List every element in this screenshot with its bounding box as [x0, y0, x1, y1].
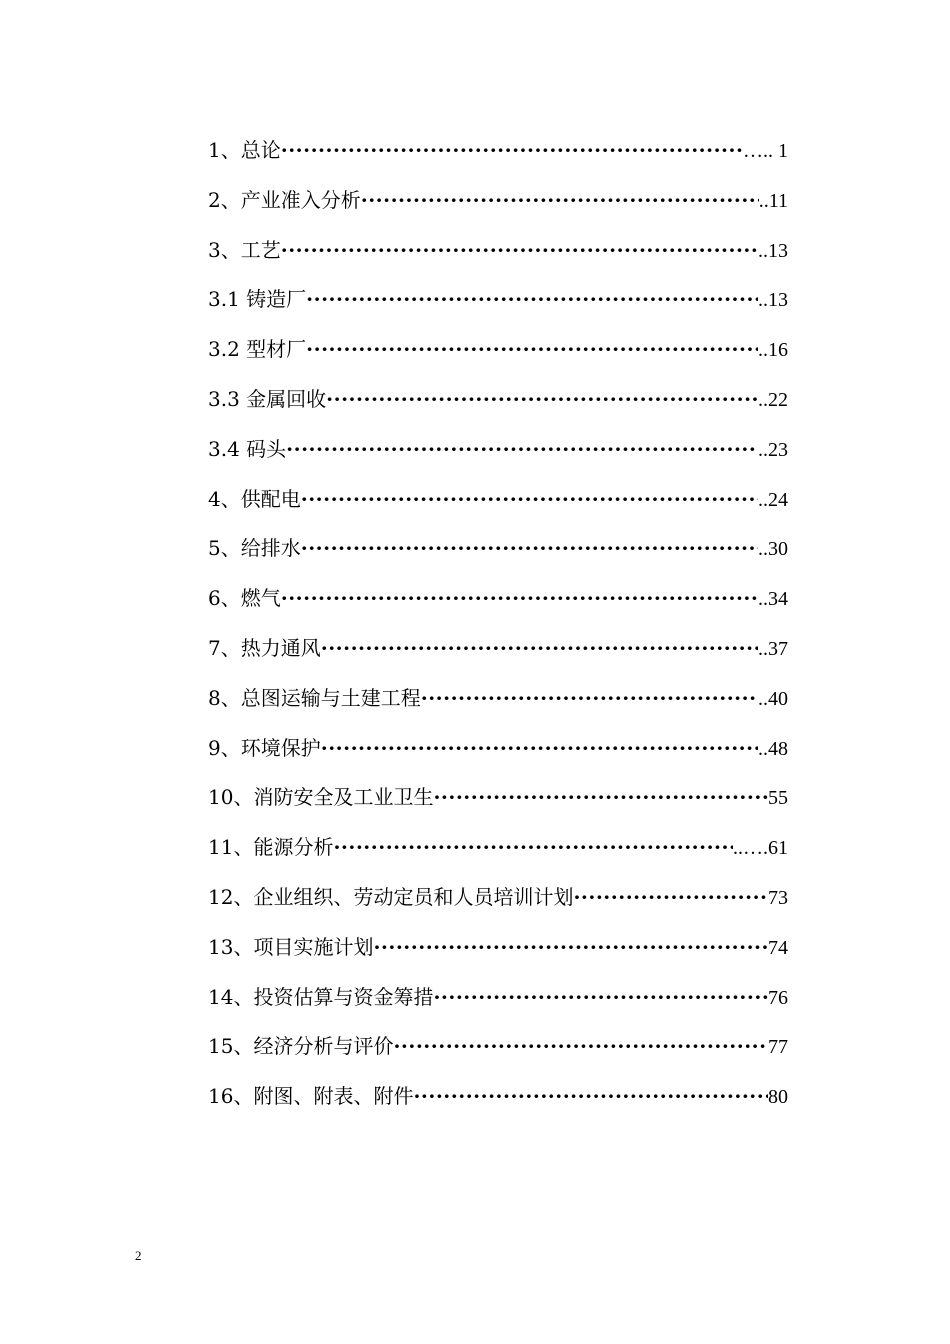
- toc-entry: [208, 583, 788, 633]
- toc-entry-label: 3、工艺: [208, 237, 281, 262]
- toc-entry-page: ..23: [758, 438, 788, 461]
- toc-entry-label: 15、经济分析与评价: [208, 1034, 394, 1059]
- toc-entry-page: 77: [768, 1036, 788, 1059]
- toc-entry: [208, 1081, 788, 1131]
- toc-entry: [208, 782, 788, 832]
- toc-leader-dots: [413, 1081, 768, 1111]
- toc-entry-page: ..13: [758, 289, 788, 312]
- toc-entry-page: ..13: [758, 239, 788, 262]
- toc-entry-page: ..40: [758, 687, 788, 710]
- toc-leader-dots: [433, 982, 768, 1012]
- toc-entry-label: 2、产业准入分析: [208, 187, 361, 212]
- toc-entry-page: 73: [768, 886, 788, 909]
- toc-leader-dots: [321, 633, 758, 663]
- toc-entry-page: ..11: [758, 189, 788, 212]
- toc-entry-label: 13、项目实施计划: [208, 934, 374, 959]
- toc-leader-dots: [361, 185, 759, 215]
- toc-entry-label: 10、消防安全及工业卫生: [208, 785, 434, 810]
- toc-entry-page: ..22: [758, 388, 788, 411]
- toc-entry-page: ..16: [758, 339, 788, 362]
- toc-entry-label: 8、总图运输与土建工程: [208, 685, 421, 710]
- toc-entry-page: 74: [768, 936, 788, 959]
- toc-leader-dots: [301, 533, 758, 563]
- toc-leader-dots: [281, 583, 758, 613]
- toc-entry-page: 80: [768, 1086, 788, 1109]
- toc-leader-dots: [573, 882, 768, 912]
- toc-entry: [208, 434, 788, 484]
- toc-leader-dots: [333, 832, 733, 862]
- toc-entry-label: 1、总论: [208, 138, 281, 162]
- toc-entry: [208, 533, 788, 583]
- toc-entry-label: 7、热力通风: [208, 635, 321, 660]
- toc-entry-page: ..24: [758, 488, 788, 511]
- toc-entry: [208, 882, 788, 932]
- toc-leader-dots: [286, 434, 758, 464]
- toc-entry: [208, 284, 788, 334]
- toc-leader-dots: [421, 683, 758, 713]
- toc-entry-label: 11、能源分析: [208, 835, 334, 860]
- toc-leader-dots: [306, 284, 758, 314]
- page-number: 2: [135, 1248, 142, 1263]
- toc-leader-dots: [301, 484, 758, 514]
- toc-entry: [208, 683, 788, 733]
- toc-entry: [208, 982, 788, 1032]
- toc-entry-page: 76: [768, 986, 788, 1009]
- toc-entry-page: ..30: [758, 538, 788, 561]
- toc-entry-page: ..….61: [733, 837, 788, 860]
- toc-entry: [208, 185, 788, 235]
- toc-entry-label: 3.2 型材厂: [208, 337, 307, 362]
- toc-entry-label: 3.1 铸造厂: [208, 287, 307, 312]
- toc-entry-label: 6、燃气: [208, 586, 281, 611]
- toc-leader-dots: [373, 932, 768, 962]
- toc-entry: [208, 235, 788, 285]
- toc-entry: [208, 384, 788, 434]
- toc-leader-dots: [281, 235, 758, 265]
- toc-entry-label: 4、供配电: [208, 486, 301, 511]
- toc-entry-page: ….. 1: [743, 140, 788, 162]
- toc-entry: [208, 932, 788, 982]
- table-of-contents: [208, 135, 788, 1131]
- toc-entry: [208, 484, 788, 534]
- toc-entry: [208, 733, 788, 783]
- toc-entry-page: ..48: [758, 737, 788, 760]
- toc-leader-dots: [321, 733, 758, 763]
- toc-leader-dots: [281, 135, 743, 165]
- toc-leader-dots: [433, 782, 768, 812]
- toc-entry: [208, 334, 788, 384]
- toc-entry: [208, 633, 788, 683]
- toc-leader-dots: [326, 384, 758, 414]
- toc-entry-label: 16、附图、附表、附件: [208, 1084, 414, 1109]
- toc-entry-label: 12、企业组织、劳动定员和人员培训计划: [208, 884, 574, 909]
- toc-entry: [208, 135, 788, 185]
- toc-entry-label: 9、环境保护: [208, 735, 321, 760]
- toc-entry-page: ..34: [758, 588, 788, 611]
- toc-entry-page: ..37: [758, 637, 788, 660]
- toc-entry-page: 55: [768, 787, 788, 810]
- toc-entry-label: 3.3 金属回收: [208, 386, 327, 411]
- toc-entry: [208, 832, 788, 882]
- toc-entry-label: 14、投资估算与资金筹措: [208, 984, 434, 1009]
- toc-leader-dots: [393, 1031, 768, 1061]
- toc-entry-label: 5、给排水: [208, 536, 301, 561]
- toc-entry: [208, 1031, 788, 1081]
- toc-leader-dots: [306, 334, 758, 364]
- toc-entry-label: 3.4 码头: [208, 436, 287, 461]
